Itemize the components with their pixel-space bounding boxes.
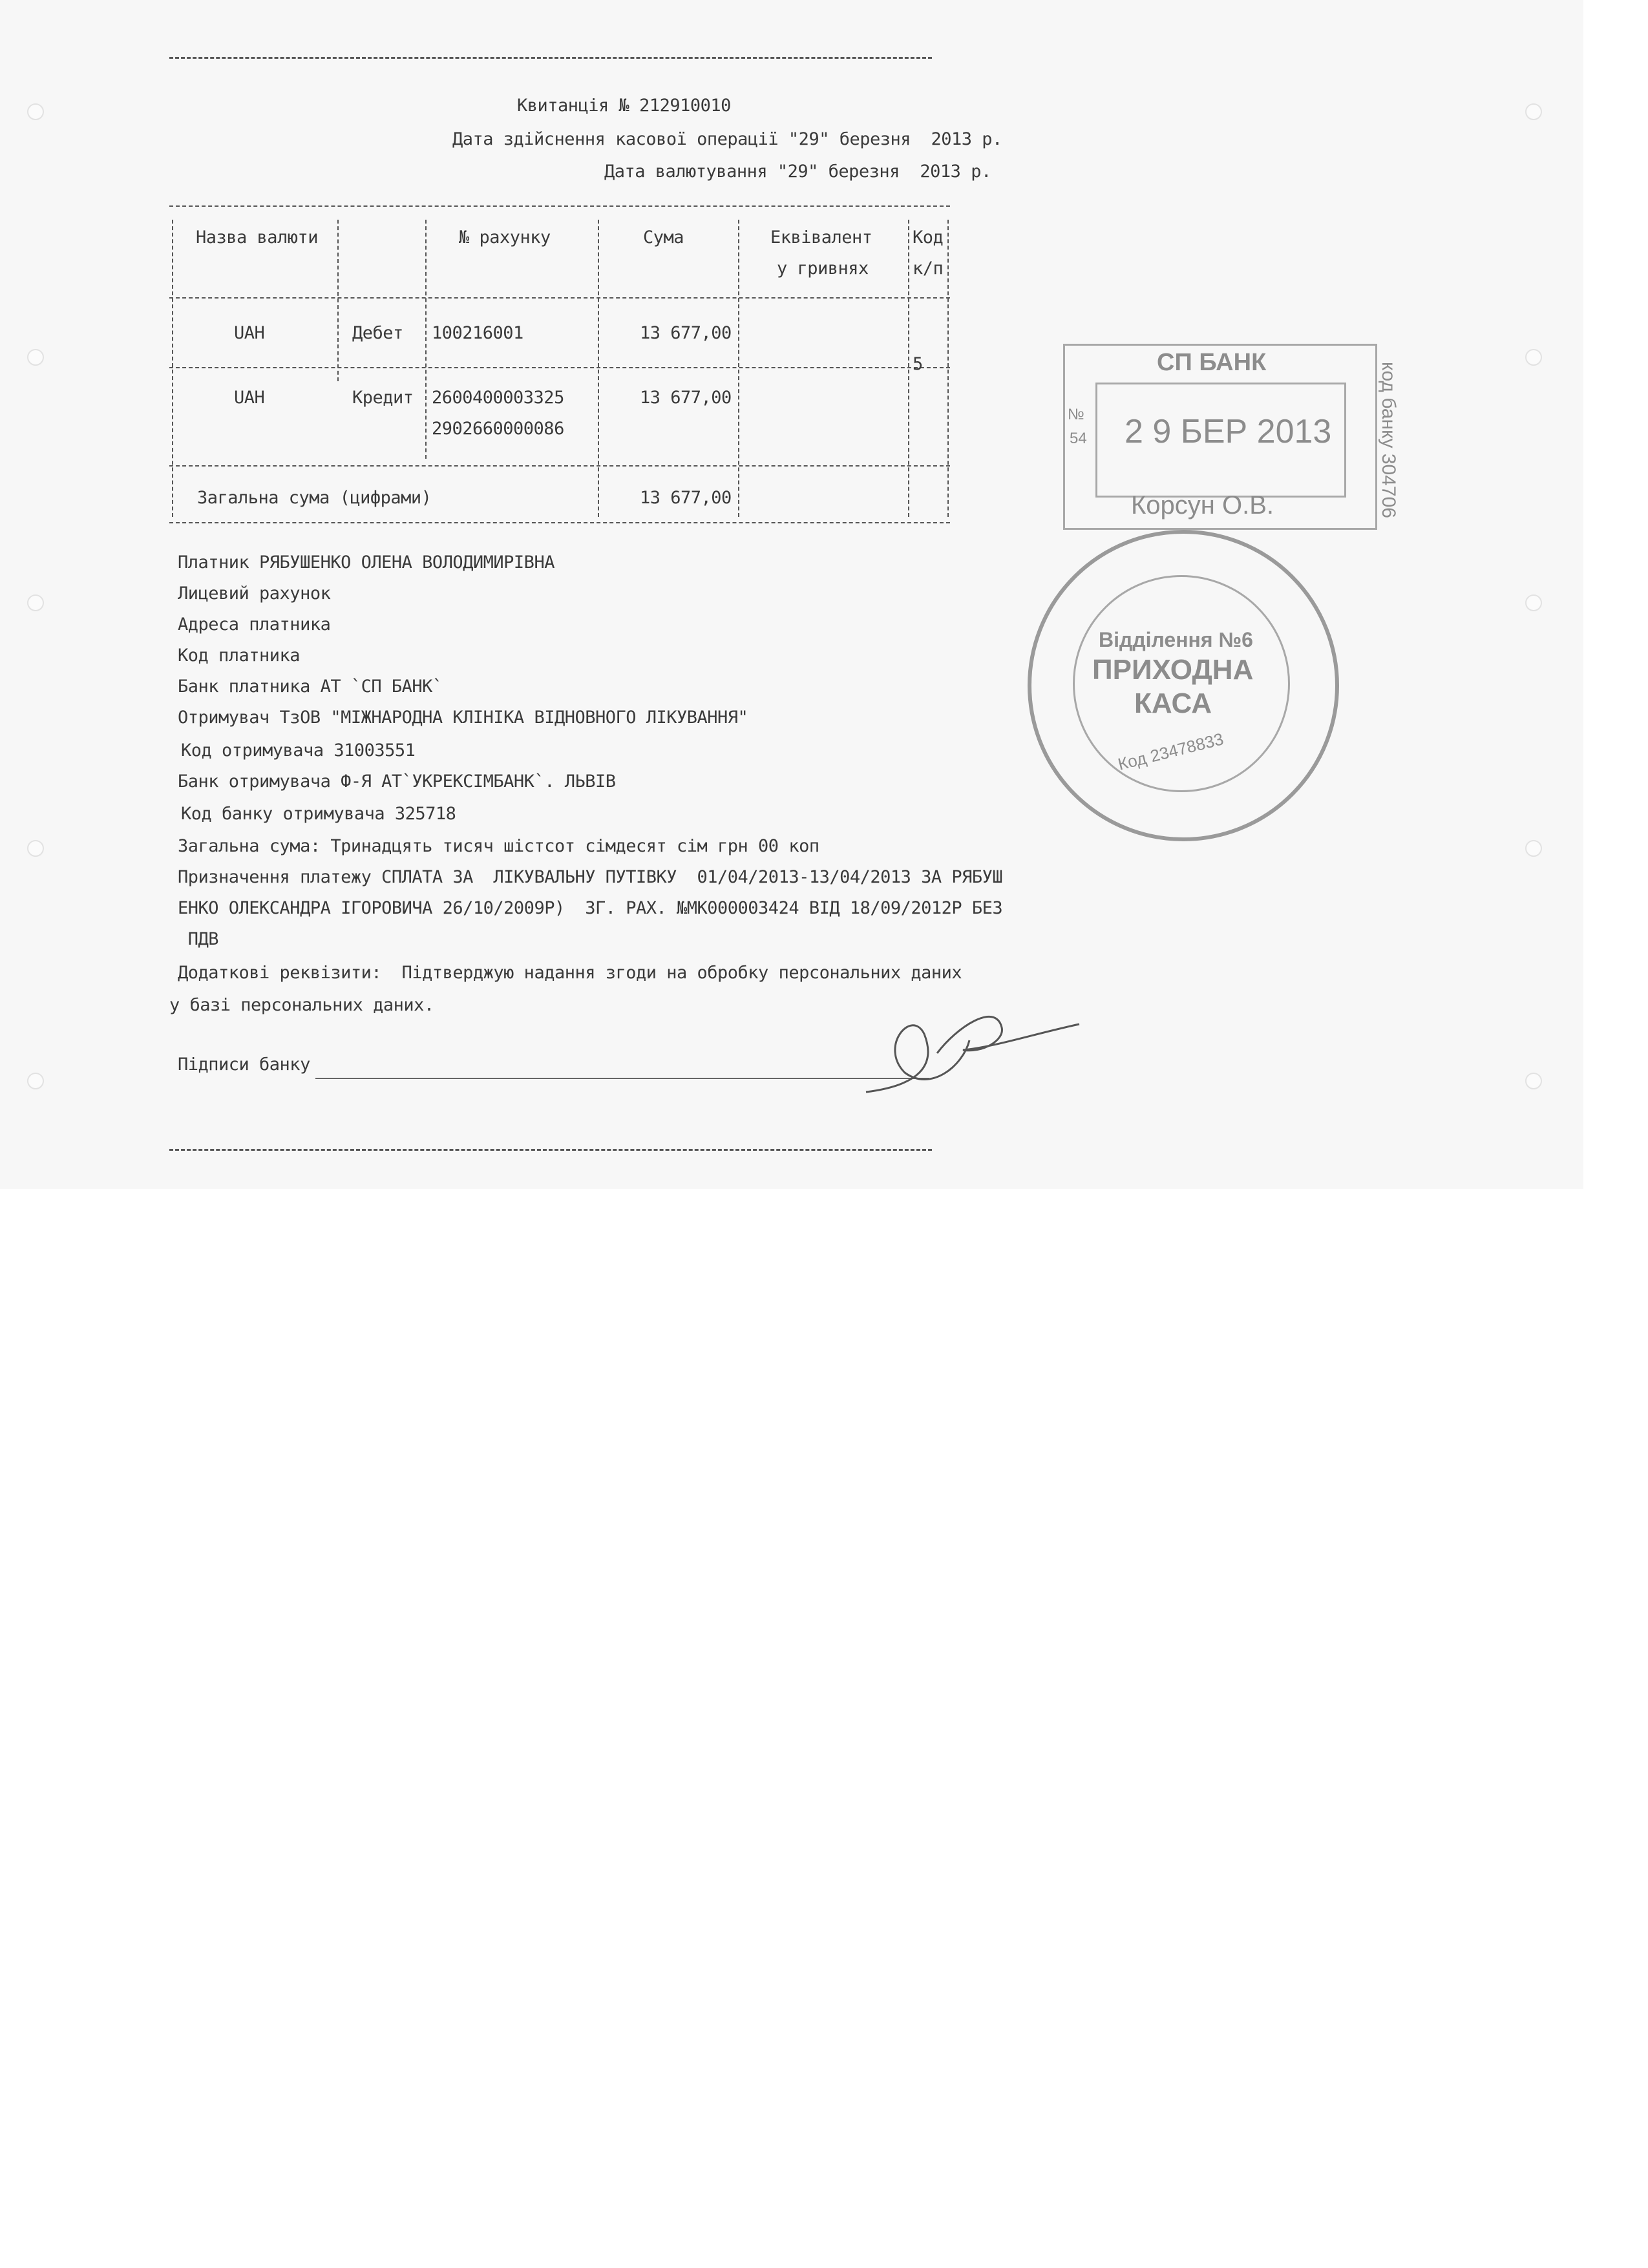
row-type: Дебет	[352, 323, 403, 343]
row-account: 2600400003325	[432, 388, 564, 408]
additional-details-cont: у базі персональних даних.	[169, 995, 434, 1015]
signature-line	[315, 1078, 929, 1079]
perforation-hole	[27, 840, 44, 857]
stamp-branch: Відділення №6	[1099, 628, 1253, 651]
recipient-code: Код отримувача 31003551	[181, 740, 416, 761]
payment-purpose: Призначення платежу СПЛАТА ЗА ЛІКУВАЛЬНУ ПУТІВКУ 01/04/2013-13/04/2013 ЗА РЯБУШ	[178, 867, 1003, 887]
payer-code: Код платника	[178, 646, 301, 666]
recipient-bank-code: Код банку отримувача 325718	[181, 804, 456, 824]
payer-address: Адреса платника	[178, 614, 331, 635]
receipt-title: Квитанція № 212910010	[517, 96, 731, 116]
tear-line-bottom	[169, 1149, 932, 1151]
signature-label: Підписи банку	[178, 1055, 310, 1075]
signature-scribble	[840, 989, 1099, 1105]
value-date: Дата валютування "29" березня 2013 р.	[604, 162, 991, 182]
additional-details: Додаткові реквізити: Підтверджую надання згоди на обробку персональних даних	[178, 963, 962, 983]
stamp-code: Код 23478833	[1115, 729, 1226, 774]
perforation-hole	[1525, 1073, 1542, 1089]
header-sum: Сума	[643, 227, 684, 247]
row-sum: 13 677,00	[640, 388, 732, 408]
payment-purpose-vat: ПДВ	[178, 929, 219, 949]
total-sum: 13 677,00	[640, 488, 732, 508]
code-value: 5	[913, 354, 923, 374]
stamp-number-value: 54	[1070, 430, 1087, 447]
perforation-hole	[27, 349, 44, 366]
header-code-unit: к/п	[913, 258, 944, 278]
perforation-hole	[1525, 349, 1542, 366]
row-sum: 13 677,00	[640, 323, 732, 343]
row-currency: UAH	[234, 388, 265, 408]
payer-bank: Банк платника АТ `СП БАНК`	[178, 677, 443, 697]
header-equivalent-unit: у гривнях	[777, 258, 869, 278]
stamp-number-label: №	[1068, 406, 1084, 423]
row-currency: UAH	[234, 323, 265, 343]
header-equivalent: Еквівалент	[770, 227, 872, 247]
total-label: Загальна сума (цифрами)	[197, 488, 432, 508]
stamp-bank-code: код банку 304706	[1378, 362, 1399, 518]
perforation-hole	[1525, 103, 1542, 120]
row-type: Кредит	[352, 388, 414, 408]
stamp-bank-name: СП БАНК	[1157, 349, 1267, 376]
stamp-cash-title-2: КАСА	[1134, 688, 1212, 719]
stamp-cash-title: ПРИХОДНА	[1092, 654, 1254, 686]
recipient-bank: Банк отримувача Ф-Я АТ`УКРЕКСІМБАНК`. ЛЬВІВ	[178, 772, 616, 792]
header-currency: Назва валюти	[196, 227, 319, 247]
stamp-cashier: Корсун О.В.	[1131, 491, 1274, 520]
row-account: 100216001	[432, 323, 523, 343]
personal-account: Лицевий рахунок	[178, 583, 331, 604]
operation-date: Дата здійснення касової операції "29" березня 2013 р.	[452, 129, 1002, 149]
perforation-hole	[27, 103, 44, 120]
stamp-date: 2 9 БЕР 2013	[1125, 413, 1332, 450]
perforation-hole	[1525, 594, 1542, 611]
row-account-2: 2902660000086	[432, 419, 564, 439]
total-words: Загальна сума: Тринадцять тисяч шістсот сімдесят сім грн 00 коп	[178, 836, 819, 856]
perforation-hole	[27, 1073, 44, 1089]
perforation-hole	[27, 594, 44, 611]
header-code: Код	[913, 227, 944, 247]
header-account: № рахунку	[459, 227, 551, 247]
recipient: Отримувач ТзОВ "МІЖНАРОДНА КЛІНІКА ВІДНОВНОГО ЛІКУВАННЯ"	[178, 708, 748, 728]
payer: Платник РЯБУШЕНКО ОЛЕНА ВОЛОДИМИРІВНА	[178, 552, 555, 572]
payment-purpose-cont: ЕНКО ОЛЕКСАНДРА ІГОРОВИЧА 26/10/2009Р) ЗГ. РАХ. №МК000003424 ВІД 18/09/2012Р БЕЗ	[178, 898, 1003, 918]
tear-line-top	[169, 57, 932, 59]
perforation-hole	[1525, 840, 1542, 857]
